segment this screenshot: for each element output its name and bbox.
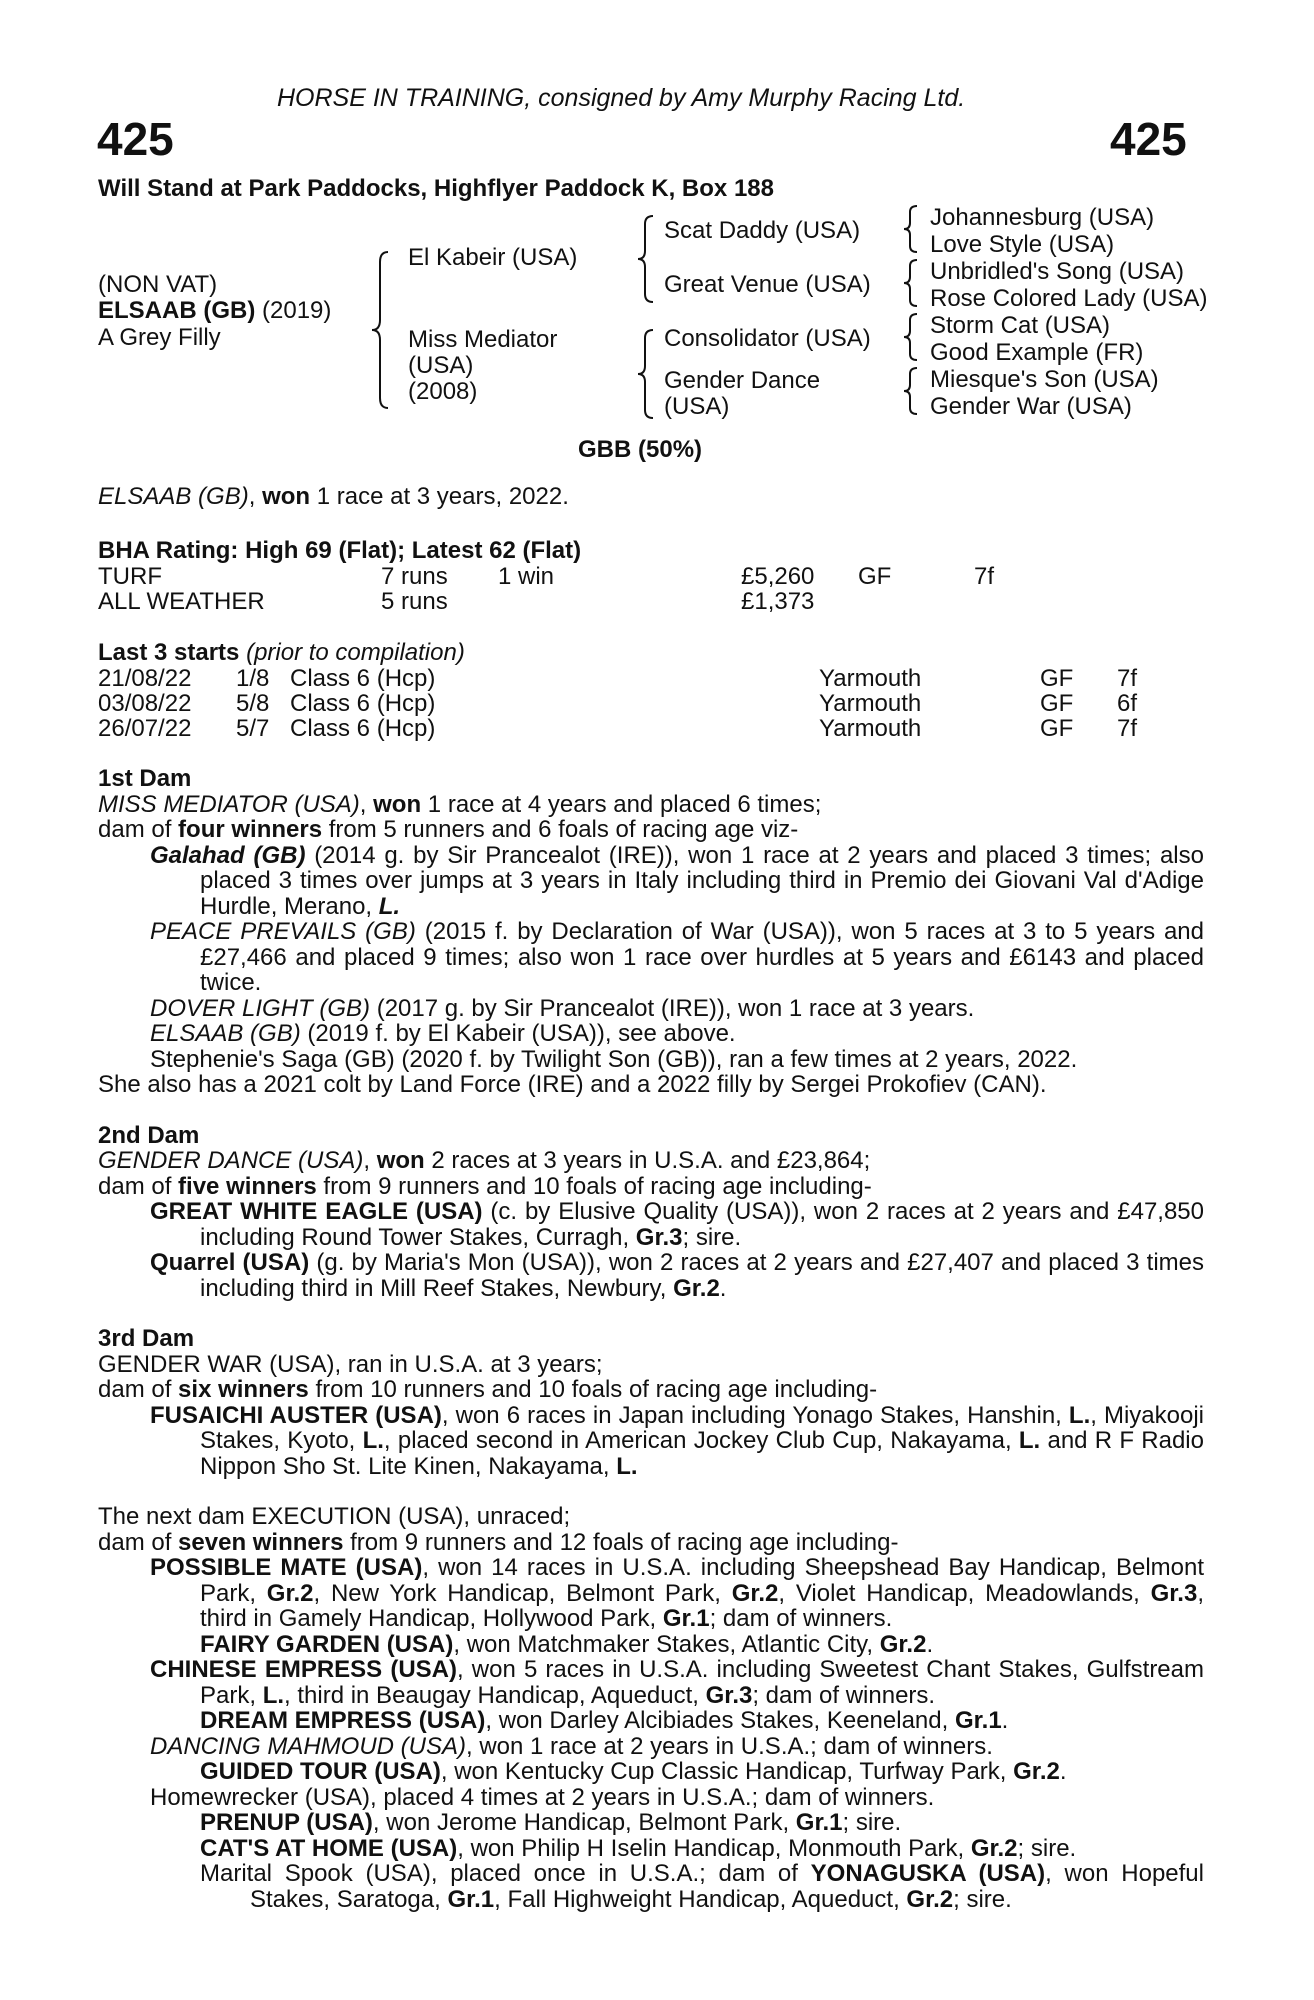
dam4-grand-produce-entry [98, 1836, 1204, 1862]
dam2-produce-text: from 9 runners and 10 foals of racing age including- [316, 1172, 872, 1200]
start-class: Class 6 (Hcp) [290, 665, 436, 692]
produce-text: Marital Spook (USA), placed once in U.S.A.; dam of [200, 1860, 811, 1887]
race-grade: Gr.2 [1013, 1758, 1060, 1785]
produce-text: , won 5 races in U.S.A. including Sweetest Chant Stakes, Gulfstream Park, [200, 1656, 1204, 1709]
horse-year: (2019) [262, 297, 332, 324]
race-grade: L. [616, 1452, 638, 1480]
start-course: Yarmouth [819, 665, 922, 692]
produce-name: POSSIBLE MATE (USA) [150, 1554, 423, 1581]
last-starts-heading [98, 640, 465, 665]
produce-text: (c. by Elusive Quality (USA)), won 2 races at 2 years and £47,850 including Round Tower Stakes, Curragh, [200, 1198, 1205, 1251]
dam1-produce-summary [98, 817, 1204, 843]
produce-text: and R F Radio Nippon Sho St. Lite Kinen, Nakayama, [200, 1427, 1204, 1480]
vat-status: (NON VAT) [98, 271, 218, 298]
start-distance: 6f [1117, 690, 1138, 717]
race-grade: Gr.2 [266, 1579, 314, 1607]
dam2-won: won [376, 1147, 425, 1174]
pedigree-sire: El Kabeir (USA) [408, 244, 578, 271]
start-going: GF [1040, 665, 1074, 692]
start-course: Yarmouth [819, 715, 922, 742]
produce-text: , New York Handicap, Belmont Park, [313, 1579, 732, 1607]
dam2-produce-entry [98, 1250, 1204, 1301]
pedigree-sdd: Rose Colored Lady (USA) [930, 285, 1208, 312]
dam4-grand-produce-entry [98, 1810, 1204, 1836]
race-summary: ELSAAB (GB), won 1 race at 3 years, 2022. [98, 483, 569, 510]
inbreeding-note: GBB (50%) [578, 436, 703, 463]
race-grade: Gr.1 [795, 1809, 843, 1836]
summary-won: won [262, 483, 311, 510]
pedigree-dam-line3: (2008) [408, 378, 478, 405]
dam4-grand-produce-entry [98, 1708, 1204, 1734]
dam2-record-text: 2 races at 3 years in U.S.A. and £23,864; [424, 1147, 871, 1174]
rating-runs-turf: 7 runs [381, 563, 448, 590]
produce-text: , Miyakooji Stakes, Kyoto, [200, 1401, 1204, 1454]
summary-horse-name: ELSAAB (GB) [98, 483, 249, 510]
produce-name: PRENUP (USA) [200, 1809, 373, 1836]
consignment-line: HORSE IN TRAINING, consigned by Amy Murphy Racing Ltd. [277, 84, 966, 112]
bha-rating-heading: BHA Rating: High 69 (Flat); Latest 62 (Flat) [98, 537, 582, 564]
dam1-name: MISS MEDIATOR (USA) [98, 790, 360, 818]
horse-title [98, 298, 331, 323]
dam1-produce-entry [98, 843, 1204, 920]
produce-text: (g. by Maria's Mon (USA)), won 2 races at 2 years and £27,407 and placed 3 times including third in Mill Reef Stakes, Newbury, [200, 1249, 1204, 1302]
produce-name: DREAM EMPRESS (USA) [200, 1707, 486, 1734]
start-date: 21/08/22 [98, 665, 192, 692]
pedigree-brace-dam [636, 328, 658, 420]
produce-name: FAIRY GARDEN (USA) [200, 1630, 454, 1658]
dam1-winners: four winners [178, 816, 323, 843]
race-grade: Gr.3 [705, 1681, 753, 1709]
rating-surface-aw: ALL WEATHER [98, 588, 265, 615]
produce-name: DOVER LIGHT (GB) [150, 994, 371, 1022]
pedigree-brace-ds [902, 312, 922, 362]
last-starts-note: (prior to compilation) [246, 639, 465, 666]
start-distance: 7f [1117, 665, 1138, 692]
race-grade: Gr.3 [1150, 1579, 1198, 1607]
horse-name: ELSAAB (GB) [98, 297, 256, 324]
pedigree-dd-line1: Gender Dance [664, 367, 821, 394]
produce-text: ; sire. [953, 1885, 1012, 1913]
dam2-record [98, 1148, 1204, 1174]
race-grade: L. [1068, 1401, 1091, 1429]
rating-dist-turf: 7f [974, 563, 995, 590]
summary-rest: 1 race at 3 years, 2022. [310, 483, 569, 510]
lot-number-left: 425 [97, 113, 174, 165]
race-grade: Gr.2 [673, 1274, 720, 1302]
dam4-winners: seven winners [178, 1528, 344, 1556]
produce-text: ; dam of winners. [709, 1605, 893, 1632]
dam4-produce-summary [98, 1530, 1204, 1556]
start-position: 5/7 [236, 715, 270, 742]
dam3-record: GENDER WAR (USA), ran in U.S.A. at 3 years; [98, 1350, 603, 1378]
produce-name: GREAT WHITE EAGLE (USA) [150, 1198, 483, 1225]
dam4-grand-produce-entry [98, 1861, 1204, 1912]
produce-text: . [926, 1630, 934, 1658]
start-class: Class 6 (Hcp) [290, 690, 436, 717]
produce-name: FUSAICHI AUSTER (USA) [150, 1401, 442, 1429]
produce-text: (2015 f. by Declaration of War (USA)), won 5 races at 3 to 5 years and £27,466 and placed 9 times; also won 1 race over hurdles at 5 years and £6143 and placed twice. [200, 918, 1204, 996]
start-going: GF [1040, 715, 1074, 742]
produce-name: YONAGUSKA (USA) [810, 1860, 1046, 1887]
lot-number-right: 425 [1110, 113, 1187, 165]
dam1-heading: 1st Dam [98, 765, 192, 792]
pedigree-dd-line2: (USA) [664, 393, 730, 420]
rating-runs-aw: 5 runs [381, 588, 448, 615]
race-grade: Gr.2 [970, 1834, 1018, 1862]
start-date: 03/08/22 [98, 690, 192, 717]
dam4-produce-entry [98, 1555, 1204, 1632]
dam1-produce-text: from 5 runners and 6 foals of racing age viz- [322, 816, 799, 843]
start-class: Class 6 (Hcp) [290, 715, 436, 742]
produce-name: Galahad (GB) [150, 841, 306, 869]
dam1-record [98, 792, 1204, 818]
start-going: GF [1040, 690, 1074, 717]
race-grade: Gr.3 [635, 1223, 683, 1251]
dam1-won: won [373, 790, 422, 818]
produce-text: , placed second in American Jockey Club Cup, Nakayama, [383, 1427, 1019, 1454]
dam1-produce-entry: Stephenie's Saga (GB) (2020 f. by Twilight Son (GB)), ran a few times at 2 years, 2022. [150, 1045, 1078, 1073]
dam2-produce-summary [98, 1174, 1204, 1200]
produce-text: , won Matchmaker Stakes, Atlantic City, [453, 1630, 880, 1658]
dam3-produce-text: from 10 runners and 10 foals of racing age including- [308, 1376, 878, 1403]
dam4-produce-entry [98, 1657, 1204, 1708]
dam2-heading: 2nd Dam [98, 1121, 200, 1149]
pedigree-dam-line1: Miss Mediator [408, 326, 558, 353]
race-grade: Gr.1 [447, 1885, 495, 1913]
produce-text: (2019 f. by El Kabeir (USA)), see above. [300, 1020, 736, 1047]
pedigree-brace-ss [902, 204, 922, 254]
dam3-heading: 3rd Dam [98, 1325, 195, 1352]
produce-text: , won 1 race at 2 years in U.S.A.; dam of winners. [466, 1732, 993, 1760]
dam4-grand-produce-entry [98, 1632, 1204, 1658]
start-course: Yarmouth [819, 690, 922, 717]
race-grade: L. [362, 1427, 384, 1454]
produce-text: (2017 g. by Sir Prancealot (IRE)), won 1 race at 3 years. [370, 994, 975, 1022]
produce-text: , won Philip H Iselin Handicap, Monmouth Park, [457, 1834, 971, 1862]
produce-name: GUIDED TOUR (USA) [200, 1758, 441, 1785]
pedigree-brace-dd [902, 366, 922, 416]
produce-text: , won Hopeful Stakes, Saratoga, [250, 1860, 1204, 1913]
produce-text: , Fall Highweight Handicap, Aqueduct, [494, 1885, 907, 1913]
dam1-produce-entry [98, 996, 1204, 1022]
dam4-record: The next dam EXECUTION (USA), unraced; [98, 1503, 571, 1530]
produce-text: ; sire. [842, 1809, 902, 1836]
race-grade: L. [378, 892, 401, 920]
family-section [98, 766, 1204, 1912]
start-position: 1/8 [236, 665, 270, 692]
produce-text: , won 14 races in U.S.A. including Sheepshead Bay Handicap, Belmont Park, [200, 1554, 1205, 1607]
dam3-dam-of: dam of [98, 1376, 179, 1403]
produce-name: CHINESE EMPRESS (USA) [150, 1656, 457, 1683]
last-starts-title: Last 3 starts [98, 639, 240, 666]
produce-name: CAT'S AT HOME (USA) [200, 1834, 458, 1862]
produce-text: , Violet Handicap, Meadowlands, [778, 1579, 1151, 1607]
start-date: 26/07/22 [98, 715, 192, 742]
dam2-sep: , [363, 1147, 377, 1174]
pedigree-ssd: Love Style (USA) [930, 231, 1115, 258]
produce-text: ; sire. [1017, 1834, 1077, 1862]
dam4-produce-entry: Homewrecker (USA), placed 4 times at 2 years in U.S.A.; dam of winners. [150, 1783, 935, 1811]
start-distance: 7f [1117, 715, 1138, 742]
pedigree-dss: Storm Cat (USA) [930, 312, 1111, 339]
produce-text: ; dam of winners. [752, 1681, 936, 1709]
race-grade: L. [1018, 1427, 1041, 1454]
pedigree-ss: Scat Daddy (USA) [664, 217, 861, 244]
dam2-name: GENDER DANCE (USA) [98, 1147, 364, 1174]
dam4-grand-produce-entry [98, 1759, 1204, 1785]
race-grade: Gr.2 [879, 1630, 927, 1658]
dam4-dam-of: dam of [98, 1528, 179, 1556]
dam1-produce-entry [98, 919, 1204, 996]
pedigree-brace-gen1 [370, 250, 394, 410]
produce-text: . [719, 1274, 727, 1302]
produce-text: , third in Beaugay Handicap, Aqueduct, [284, 1681, 706, 1709]
rating-going-turf: GF [858, 563, 892, 590]
rating-wins-turf: 1 win [498, 563, 555, 590]
pedigree-dds: Miesque's Son (USA) [930, 366, 1159, 393]
pedigree-brace-sire [636, 214, 658, 304]
produce-text: , won Kentucky Cup Classic Handicap, Turfway Park, [440, 1758, 1014, 1785]
dam1-also-has: She also has a 2021 colt by Land Force (IRE) and a 2022 filly by Sergei Prokofiev (CAN). [98, 1071, 1047, 1098]
dam1-sep: , [359, 790, 374, 818]
rating-surface-turf: TURF [98, 563, 162, 590]
race-grade: Gr.1 [954, 1707, 1002, 1734]
dam1-produce-entry [98, 1021, 1204, 1047]
dam3-winners: six winners [178, 1376, 309, 1403]
produce-name: ELSAAB (GB) [150, 1020, 301, 1047]
pedigree-sds: Unbridled's Song (USA) [930, 258, 1185, 285]
pedigree-dsd: Good Example (FR) [930, 339, 1144, 366]
pedigree-ddd: Gender War (USA) [930, 393, 1132, 420]
dam2-dam-of: dam of [98, 1172, 179, 1200]
race-grade: Gr.2 [731, 1579, 779, 1607]
produce-name: Quarrel (USA) [150, 1249, 310, 1276]
race-grade: L. [262, 1681, 285, 1709]
dam1-dam-of: dam of [98, 816, 179, 843]
pedigree-sss: Johannesburg (USA) [930, 204, 1155, 231]
produce-text: , won Darley Alcibiades Stakes, Keeneland, [485, 1707, 955, 1734]
produce-name: PEACE PREVAILS (GB) [150, 918, 416, 945]
stabling-line: Will Stand at Park Paddocks, Highflyer Paddock K, Box 188 [98, 175, 774, 202]
dam3-produce-entry [98, 1403, 1204, 1480]
pedigree-sd: Great Venue (USA) [664, 271, 871, 298]
race-grade: Gr.2 [906, 1885, 954, 1913]
dam2-produce-entry [98, 1199, 1204, 1250]
rating-prize-turf: £5,260 [741, 563, 815, 590]
pedigree-dam-line2: (USA) [408, 352, 474, 379]
dam4-produce-entry [98, 1734, 1204, 1760]
pedigree-ds: Consolidator (USA) [664, 325, 871, 352]
produce-text: , won 6 races in Japan including Yonago Stakes, Hanshin, [441, 1401, 1069, 1429]
dam1-record-text: 1 race at 4 years and placed 6 times; [421, 790, 822, 818]
pedigree-brace-sd [902, 258, 922, 308]
rating-prize-aw: £1,373 [741, 588, 815, 615]
dam3-produce-summary [98, 1377, 1204, 1403]
produce-text: . [1059, 1758, 1067, 1785]
produce-text: . [1001, 1707, 1009, 1734]
dam4-produce-text: from 9 runners and 12 foals of racing age including- [343, 1528, 899, 1556]
start-position: 5/8 [236, 690, 270, 717]
produce-text: , won Jerome Handicap, Belmont Park, [372, 1809, 796, 1836]
produce-text: (2014 g. by Sir Prancealot (IRE)), won 1 race at 2 years and placed 3 times; also placed 3 times over jumps at 3 years in Italy including third in Premio dei Giovani Val d'Adige Hurdle, Merano, [200, 841, 1204, 920]
race-grade: Gr.1 [662, 1605, 710, 1632]
horse-description: A Grey Filly [98, 324, 221, 351]
produce-text: , third in Gamely Handicap, Hollywood Park, [200, 1579, 1204, 1632]
produce-name: DANCING MAHMOUD (USA) [150, 1732, 466, 1760]
dam2-winners: five winners [178, 1172, 317, 1200]
produce-text: ; sire. [682, 1223, 742, 1251]
